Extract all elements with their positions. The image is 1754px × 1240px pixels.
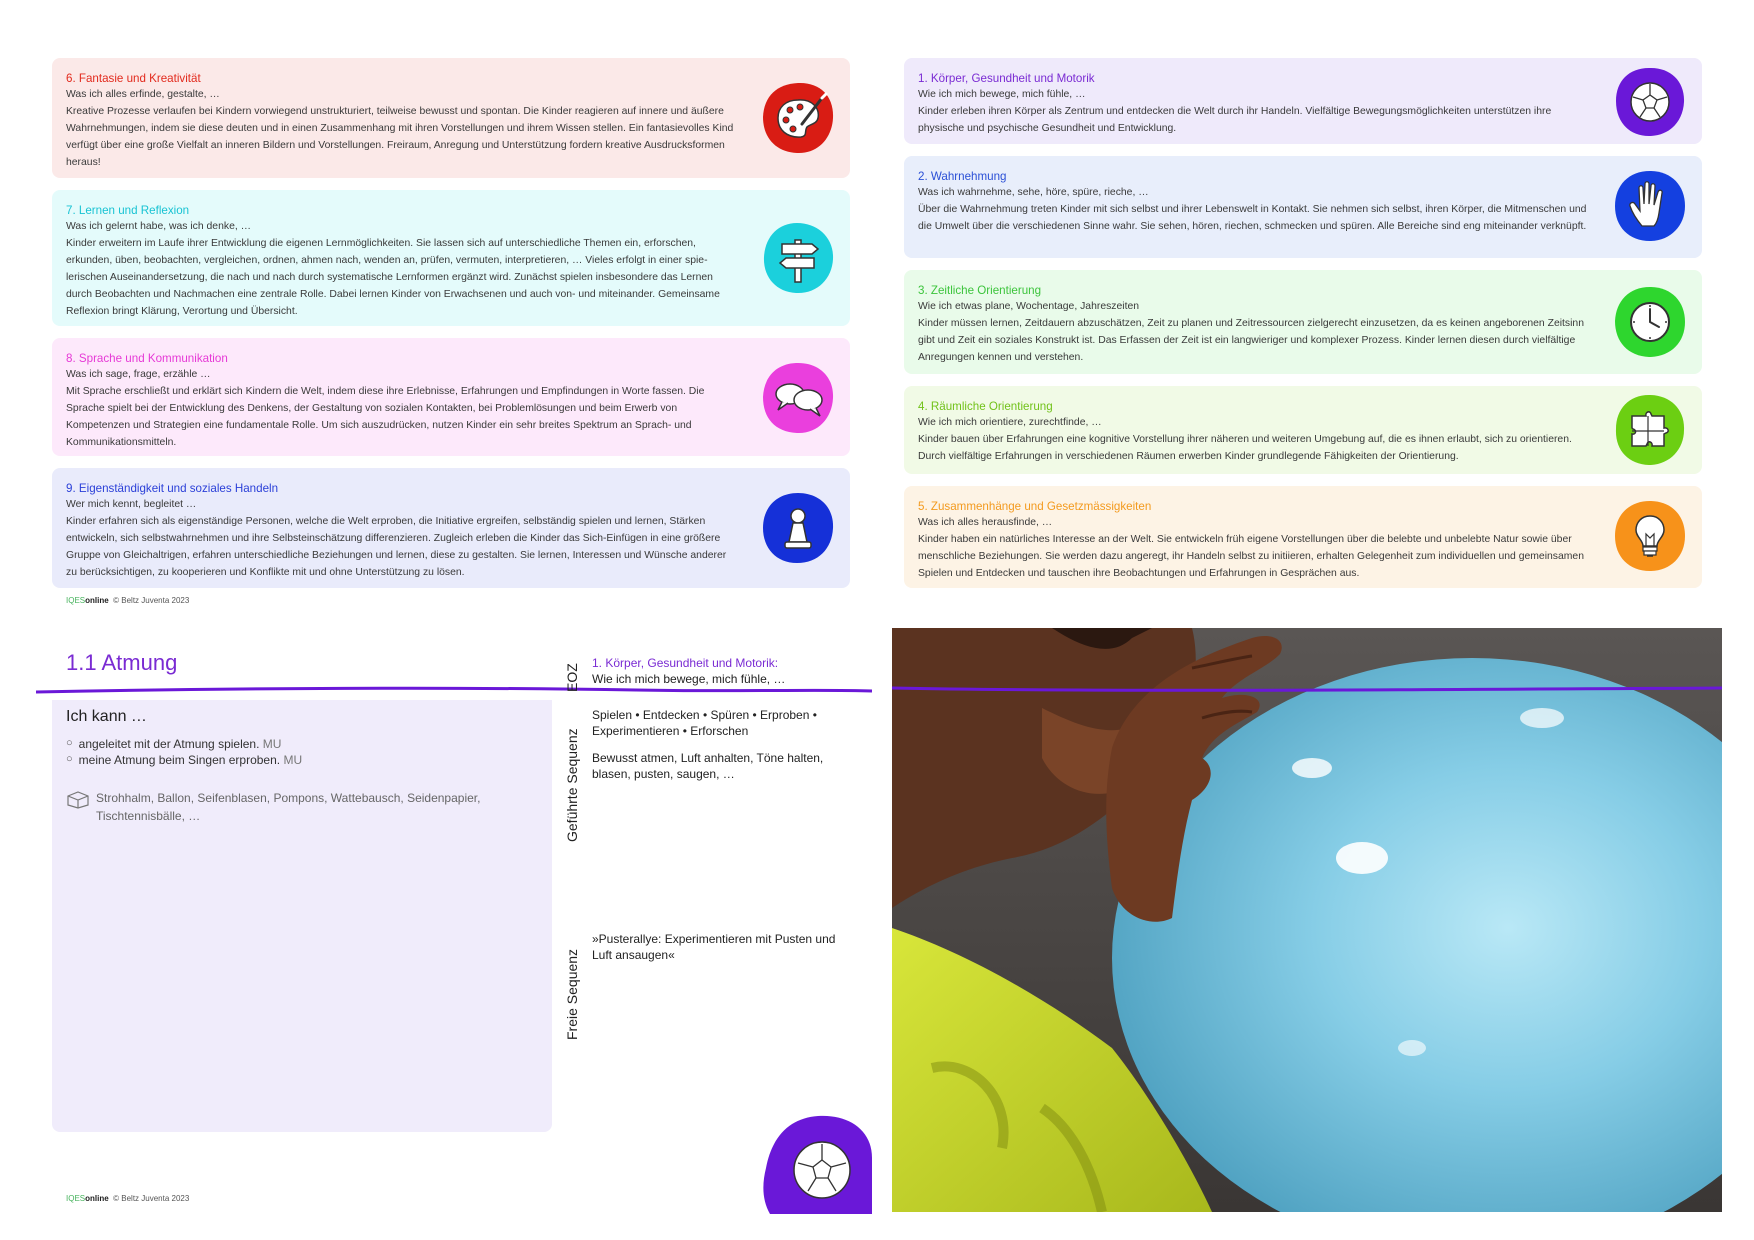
free-sequence-block (592, 932, 837, 963)
card-body: Kinder haben ein natürliches Interesse an der Welt. Sie entwickeln früh eigene Vorstellungen über die belebte und unbelebte Natur sowie über menschliche Beziehungen. Sie werden dazu angeregt, ihr Handeln selbst zu initiieren, erhalten Gelegenheit zum individuellen und gemeinsamen Spielen und Entdecken und tauschen ihre Beobachtungen und Erfahrungen in Gesprächen aus. (918, 534, 1584, 579)
free-activity: »Pusterallye: Experimentieren mit Pusten und Luft ansaugen« (592, 932, 836, 962)
palette-icon (760, 80, 836, 156)
item-tag: MU (283, 753, 303, 768)
card-body: Kinder erfahren sich als eigenständige Personen, welche die Welt erproben, die Initiative ergreifen, selbständig spielen und lernen, Stärken entwickeln, sich selbstwahrnehmen und ihre Selbsteinschätzung differenzieren. Zugleich erleben die Kinder das Sich-Einfügen in eine größere Gruppe von Gleichaltrigen, erfahren unterschiedliche Beziehungen und lernen, diese zu gestalten. Sie lernen, Interessen und Wünsche anderer zu berücksichtigen, zu kooperieren und Konflikte mit und ohne Unterstützung zu lösen. (66, 516, 727, 578)
eoz-subtitle: Wie ich mich bewege, mich fühle, … (592, 671, 786, 686)
card-title: 7. Lernen und Reflexion (66, 204, 190, 217)
card-title: 1. Körper, Gesundheit und Motorik (918, 72, 1095, 85)
card-body: Kinder erweitern im Laufe ihrer Entwicklung die eigenen Lernmöglichkeiten. Sie lassen sich auf unterschiedliche Themen ein, erforschen, erkunden, üben, beobachten, vergleichen, ordnen, ahmen nach, wenden an, prüfen, vermuten, interpretieren, … Vieles erfolgt in einer spie-lerischen Auseinandersetzung, die nach und nach durch systematische Lernformen ergänzt wird. Zunächst spielen insbesondere das Lernen durch Beobachten und Nachmachen eine zentrale Rolle. Dabei lernen Kinder von Erwachsenen und auch von- und miteinander. Gemeinsame Reflexion bringt Klärung, Verortung und Übersicht. (66, 238, 720, 317)
card-subtitle: Wie ich mich orientiere, zurechtfinde, … (918, 417, 1102, 429)
list-item (66, 736, 538, 752)
box-icon (66, 791, 90, 825)
soccer-ball-icon (762, 1114, 872, 1214)
card-title: 6. Fantasie und Kreativität (66, 72, 201, 85)
item-text: angeleitet mit der Atmung spielen. (78, 737, 260, 751)
guided-sequence-block (592, 708, 832, 782)
child-blowing-balloon-photo (892, 628, 1722, 1212)
free-sequence-label: Freie Sequenz (564, 948, 580, 1040)
card-title: 4. Räumliche Orientierung (918, 400, 1053, 413)
brand-suffix: online (85, 1194, 109, 1203)
brand-suffix: online (85, 596, 109, 605)
brand-name: IQES (66, 1194, 86, 1203)
eoz-block (592, 656, 832, 687)
signpost-icon (760, 220, 836, 296)
competence-card-fantasie (52, 58, 850, 178)
card-title: 8. Sprache und Kommunikation (66, 352, 228, 365)
competence-card-raum (904, 386, 1702, 474)
soccer-ball-icon (1612, 64, 1688, 140)
item-tag: MU (262, 737, 282, 751)
item-text: meine Atmung beim Singen erproben. (78, 753, 281, 768)
footer-note-top (66, 596, 189, 605)
card-body: Kreative Prozesse verlaufen bei Kindern vorwiegend unstrukturiert, teilweise bewusst und spontan. Die Kinder reagieren auf innere und äußere Wahrnehmungen, indem sie diese deuten und in einen Zusammenhang mit ihren Vorstellungen und ihrem Wissen stellen. Ein fantasievolles Kind verfügt über eine große Vielfalt an inneren Bildern und Vorstellungen. Freiraum, Anregung und Unterstützung fordern kreative Ausdrucksformen heraus! (66, 106, 734, 168)
card-subtitle: Was ich sage, frage, erzähle … (66, 369, 211, 381)
competence-card-lernen (52, 190, 850, 326)
clock-icon (1612, 284, 1688, 360)
card-subtitle: Wie ich mich bewege, mich fühle, … (918, 89, 1086, 101)
guided-activities: Bewusst atmen, Luft anhalten, Töne halten, blasen, pusten, saugen, … (592, 751, 824, 781)
card-body: Kinder müssen lernen, Zeitdauern abzuschätzen, Zeit zu planen und Zeitressourcen zielgerecht einzusetzen, da es keinen angeborenen Zeitsinn gibt und Zeit ein soziales Konstrukt ist. Das Erfassen der Zeit ist ein langwieriger und komplexer Prozess. Kinder lernen diesen durch vielfältige Anregungen kennen und verstehen. (918, 318, 1584, 363)
card-body: Kinder bauen über Erfahrungen eine kognitive Vorstellung ihrer näheren und weiteren Umgebung auf, die es ihnen erlaubt, sich zu orientieren. Durch vielfältige Erfahrungen in verschiedenen Räumen erwerben Kinder grundlegende Fähigkeiten der Orientierung. (918, 434, 1572, 463)
card-body: Mit Sprache erschließt und erklärt sich Kindern die Welt, indem diese ihre Erlebnisse, Erfahrungen und Empfindungen in Worte fassen. Die Sprache spielt bei der Entwicklung des Denkens, der Gestaltung von sozialen Kontakten, bei Problemlösungen und beim Erwerb von Kompetenzen und Strategien eine fundamentale Rolle. Um sich auszudrücken, nutzen Kinder ein sehr breites Spektrum an Sprach- und Kommunikationsmitteln. (66, 386, 705, 448)
brand-name: IQES (66, 596, 86, 605)
eoz-label: EOZ (564, 663, 580, 692)
card-title: 3. Zeitliche Orientierung (918, 284, 1042, 297)
list-bullet: ○ (66, 753, 73, 766)
ich-kann-panel (52, 700, 552, 1132)
competence-card-koerper (904, 58, 1702, 144)
hand-icon (1612, 168, 1688, 244)
competence-card-sprache (52, 338, 850, 456)
copyright: © Beltz Juventa 2023 (113, 596, 190, 605)
list-bullet: ○ (66, 737, 73, 749)
materials-list (66, 790, 538, 825)
guided-sequence-label: Geführte Sequenz (564, 728, 580, 842)
speech-bubbles-icon (760, 360, 836, 436)
guided-keywords: Spielen • Entdecken • Spüren • Erproben • Experimentieren • Erforschen (592, 708, 817, 738)
list-item (66, 752, 538, 768)
card-title: 2. Wahrnehmung (918, 170, 1007, 183)
card-title: 5. Zusammenhänge und Gesetzmässigkeiten (918, 500, 1152, 513)
ich-kann-heading: Ich kann … (66, 708, 147, 725)
copyright: © Beltz Juventa 2023 (113, 1194, 190, 1203)
eoz-title: 1. Körper, Gesundheit und Motorik: (592, 656, 779, 670)
card-body: Kinder erleben ihren Körper als Zentrum und entdecken die Welt durch ihr Handeln. Vielfältige Bewegungsmöglichkeiten unterstützen ihre physische und psychische Gesundheit und Entwicklung. (918, 106, 1552, 135)
card-subtitle: Was ich alles erfinde, gestalte, … (66, 89, 220, 101)
light-bulb-icon (1612, 498, 1688, 574)
puzzle-icon (1612, 392, 1688, 468)
competence-card-zeit (904, 270, 1702, 374)
page-title: 1.1 Atmung (66, 650, 178, 675)
card-body: Über die Wahrnehmung treten Kinder mit sich selbst und ihrer Lebenswelt in Kontakt. Sie nehmen sich selbst, ihren Körper, die Mitmenschen und die Umwelt über die verschiedenen Sinne wahr. Sie sehen, hören, riechen, schmecken und spüren. Alle Bereiche sind eng miteinander verknüpft. (918, 204, 1587, 233)
card-subtitle: Was ich gelernt habe, was ich denke, … (66, 221, 252, 233)
card-subtitle: Was ich alles herausfinde, … (918, 517, 1053, 529)
card-subtitle: Wie ich etwas plane, Wochentage, Jahreszeiten (918, 301, 1140, 313)
competence-card-zusammenhaenge (904, 486, 1702, 588)
card-subtitle: Was ich wahrnehme, sehe, höre, spüre, rieche, … (918, 187, 1149, 199)
competence-card-eigenstaendigkeit (52, 468, 850, 588)
game-piece-icon (760, 490, 836, 566)
materials-text: Strohhalm, Ballon, Seifenblasen, Pompons, Wattebausch, Seidenpapier, Tischtennisbälle, … (96, 791, 481, 823)
card-title: 9. Eigenständigkeit und soziales Handeln (66, 482, 279, 495)
footer-note-bottom (66, 1194, 189, 1203)
competence-card-wahrnehmung (904, 156, 1702, 258)
card-subtitle: Wer mich kennt, begleitet … (66, 499, 197, 511)
